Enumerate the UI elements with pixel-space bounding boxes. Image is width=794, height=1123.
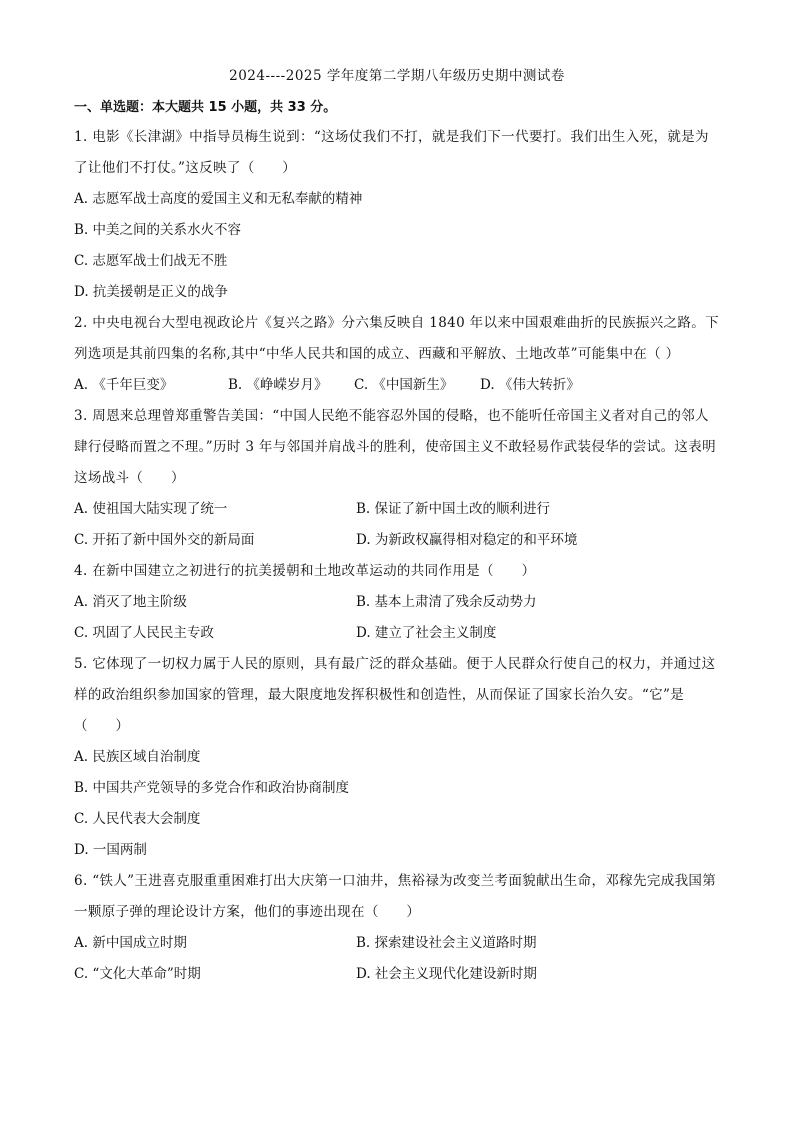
option-row	[74, 959, 720, 990]
question-2	[74, 308, 720, 401]
option-d: D. 社会主义现代化建设新时期	[356, 966, 537, 982]
question-stem: 6. “铁人”王进喜克服重重困难打出大庆第一口油井，焦裕禄为改变兰考面貌献出生命，邓稼先完成我国第一颗原子弹的理论设计方案，他们的事迹出现在（ ）	[74, 873, 717, 920]
option-b: B. 保证了新中国土改的顺利进行	[356, 501, 551, 517]
option-a: A. 消灭了地主阶级	[74, 594, 187, 610]
option-a: A. 新中国成立时期	[74, 935, 187, 951]
option-row	[74, 928, 720, 959]
option-c: C. 《中国新生》	[354, 377, 454, 393]
option-b: B. 中国共产党领导的多党合作和政治协商制度	[74, 780, 350, 796]
option-d: D. 《伟大转折》	[480, 377, 580, 393]
option-c: C. 志愿军战士们战无不胜	[74, 253, 228, 269]
option-b: B. 探索建设社会主义道路时期	[356, 935, 537, 951]
option-b: B. 中美之间的关系水火不容	[74, 222, 242, 238]
question-list	[74, 122, 720, 990]
option-row	[74, 370, 720, 401]
question-1	[74, 122, 720, 308]
option-a: A. 民族区域自治制度	[74, 749, 201, 765]
question-stem: 3. 周恩来总理曾郑重警告美国：“中国人民绝不能容忍外国的侵略，也不能听任帝国主义者对自己的邻人肆行侵略而置之不理。”历时 3 年与邻国并肩战斗的胜利，使帝国主义不敢轻易作武装侵华的尝试。这表明这场战斗（ ）	[74, 408, 716, 486]
question-4	[74, 556, 720, 649]
question-5	[74, 649, 720, 866]
option-d: D. 一国两制	[74, 842, 147, 858]
option-row	[74, 494, 720, 525]
option-b: B. 基本上肃清了残余反动势力	[356, 594, 537, 610]
option-a: A. 《千年巨变》	[74, 377, 174, 393]
option-c: C. 巩固了人民民主专政	[74, 625, 214, 641]
option-c: C. 人民代表大会制度	[74, 811, 201, 827]
option-d: D. 抗美援朝是正义的战争	[74, 284, 228, 300]
section-heading: 一、单选题：本大题共 15 小题，共 33 分。	[74, 100, 337, 115]
option-d: D. 为新政权赢得相对稳定的和平环境	[356, 532, 578, 548]
question-3	[74, 401, 720, 556]
question-stem: 2. 中央电视台大型电视政论片《复兴之路》分六集反映自 1840 年以来中国艰难曲折的民族振兴之路。下列选项是其前四集的名称,其中“中华人民共和国的成立、西藏和平解放、土地改革”可能集中在（ ）	[74, 315, 719, 362]
option-row	[74, 618, 720, 649]
page-title: 2024----2025 学年度第二学期八年级历史期中测试卷	[229, 68, 565, 84]
option-c: C. 开拓了新中国外交的新局面	[74, 532, 255, 548]
question-stem: 1. 电影《长津湖》中指导员梅生说到：“这场仗我们不打，就是我们下一代要打。我们出生入死，就是为了让他们不打仗。”这反映了（ ）	[74, 129, 709, 176]
option-d: D. 建立了社会主义制度	[356, 625, 497, 641]
option-a: A. 使祖国大陆实现了统一	[74, 501, 228, 517]
option-row	[74, 525, 720, 556]
question-stem: 4. 在新中国建立之初进行的抗美援朝和土地改革运动的共同作用是（ ）	[74, 563, 536, 579]
option-row	[74, 587, 720, 618]
option-a: A. 志愿军战士高度的爱国主义和无私奉献的精神	[74, 191, 363, 207]
option-c: C. “文化大革命”时期	[74, 966, 201, 982]
question-stem: 5. 它体现了一切权力属于人民的原则，具有最广泛的群众基础。便于人民群众行使自己的权力，并通过这样的政治组织参加国家的管理，最大限度地发挥积极性和创造性，从而保证了国家长治久安。“它”是（ ）	[74, 656, 716, 734]
option-b: B. 《峥嵘岁月》	[228, 377, 328, 393]
question-6	[74, 866, 720, 990]
